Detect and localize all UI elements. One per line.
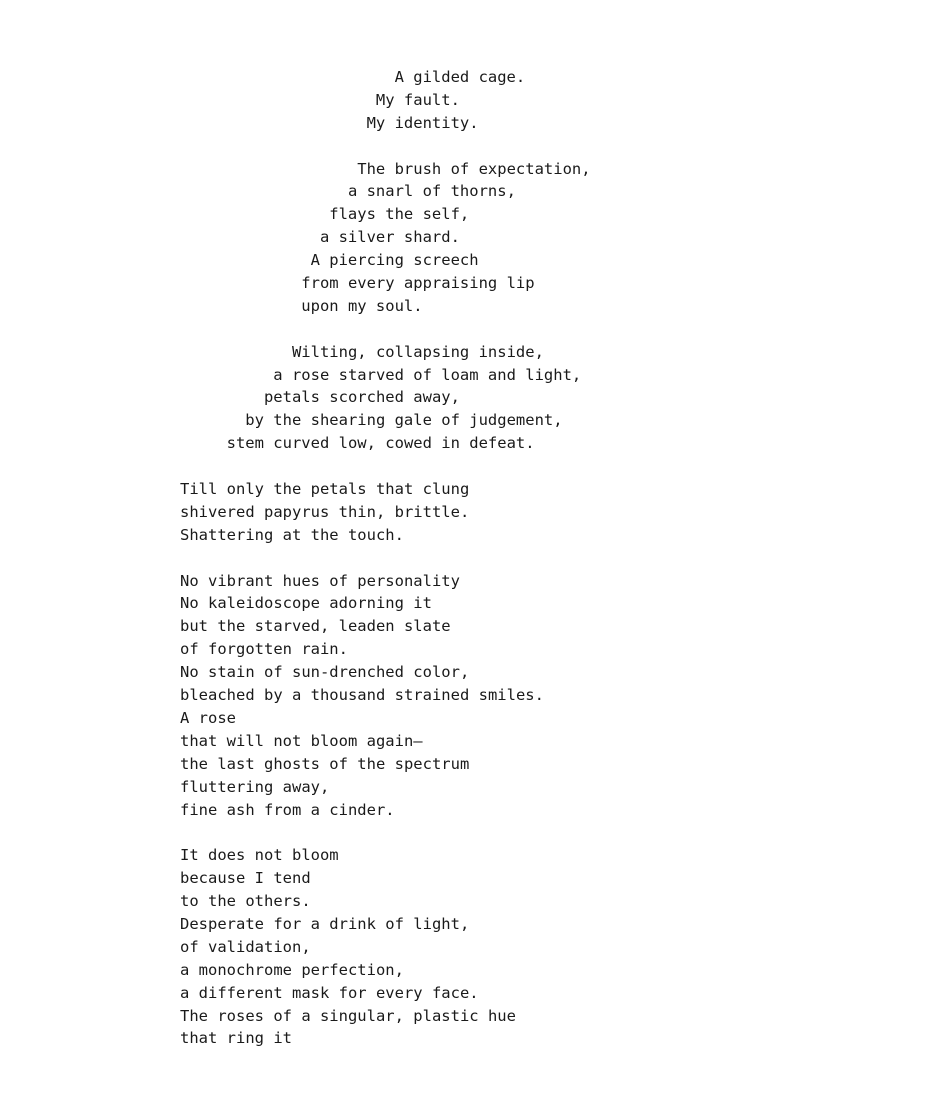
poem-line: a snarl of thorns, <box>347 182 516 201</box>
poem-line: a silver shard. <box>319 228 460 247</box>
poem-line: but the starved, leaden slate <box>180 617 451 636</box>
stanza-break <box>180 135 900 158</box>
poem-line: a rose starved of loam and light, <box>273 365 582 384</box>
poem-line: My identity. <box>366 113 479 132</box>
poem-line: My fault. <box>375 90 460 109</box>
poem-line: It does not bloom <box>180 846 339 865</box>
poem-line: The brush of expectation, <box>357 159 591 178</box>
poem-line: a different mask for every face. <box>180 983 479 1002</box>
stanza-break <box>180 455 900 478</box>
poem-line: because I tend <box>180 869 311 888</box>
poem-line: that will not bloom again— <box>180 731 423 750</box>
stanza-break <box>180 318 900 341</box>
poem-line: fluttering away, <box>180 777 330 796</box>
poem-line: A rose <box>180 708 236 727</box>
poem-line: No stain of sun-drenched color, <box>180 663 470 682</box>
poem-line: from every appraising lip <box>301 274 535 293</box>
stanza-break <box>180 547 900 570</box>
poem-line: of forgotten rain. <box>180 640 348 659</box>
poem-line: fine ash from a cinder. <box>180 800 395 819</box>
poem-line: Till only the petals that clung <box>180 480 470 499</box>
poem-line: shivered papyrus thin, brittle. <box>180 502 470 521</box>
poem-line: Shattering at the touch. <box>180 525 404 544</box>
stanza-break <box>180 821 900 844</box>
poem-line: the last ghosts of the spectrum <box>180 754 470 773</box>
poem-line: A gilded cage. <box>394 68 526 86</box>
poem-line: of validation, <box>180 937 311 956</box>
poem-line: by the shearing gale of judgement, <box>245 411 563 430</box>
poem-line: No kaleidoscope adorning it <box>180 594 432 613</box>
poem-line: to the others. <box>180 892 311 911</box>
poem-line: a monochrome perfection, <box>180 960 404 979</box>
poem-line: The roses of a singular, plastic hue <box>180 1006 516 1025</box>
poem-line: upon my soul. <box>301 296 423 315</box>
poem-line: that ring it <box>180 1029 292 1048</box>
poem-line: Desperate for a drink of light, <box>180 914 470 933</box>
poem-line: stem curved low, cowed in defeat. <box>226 434 535 453</box>
poem-line: Wilting, collapsing inside, <box>291 342 544 361</box>
poem-text <box>180 66 900 1050</box>
poem-line: flays the self, <box>329 205 470 224</box>
poem-line: bleached by a thousand strained smiles. <box>180 686 544 705</box>
poem-line: No vibrant hues of personality <box>180 571 460 590</box>
poem-line: petals scorched away, <box>263 388 460 407</box>
poem-line: A piercing screech <box>310 251 479 270</box>
